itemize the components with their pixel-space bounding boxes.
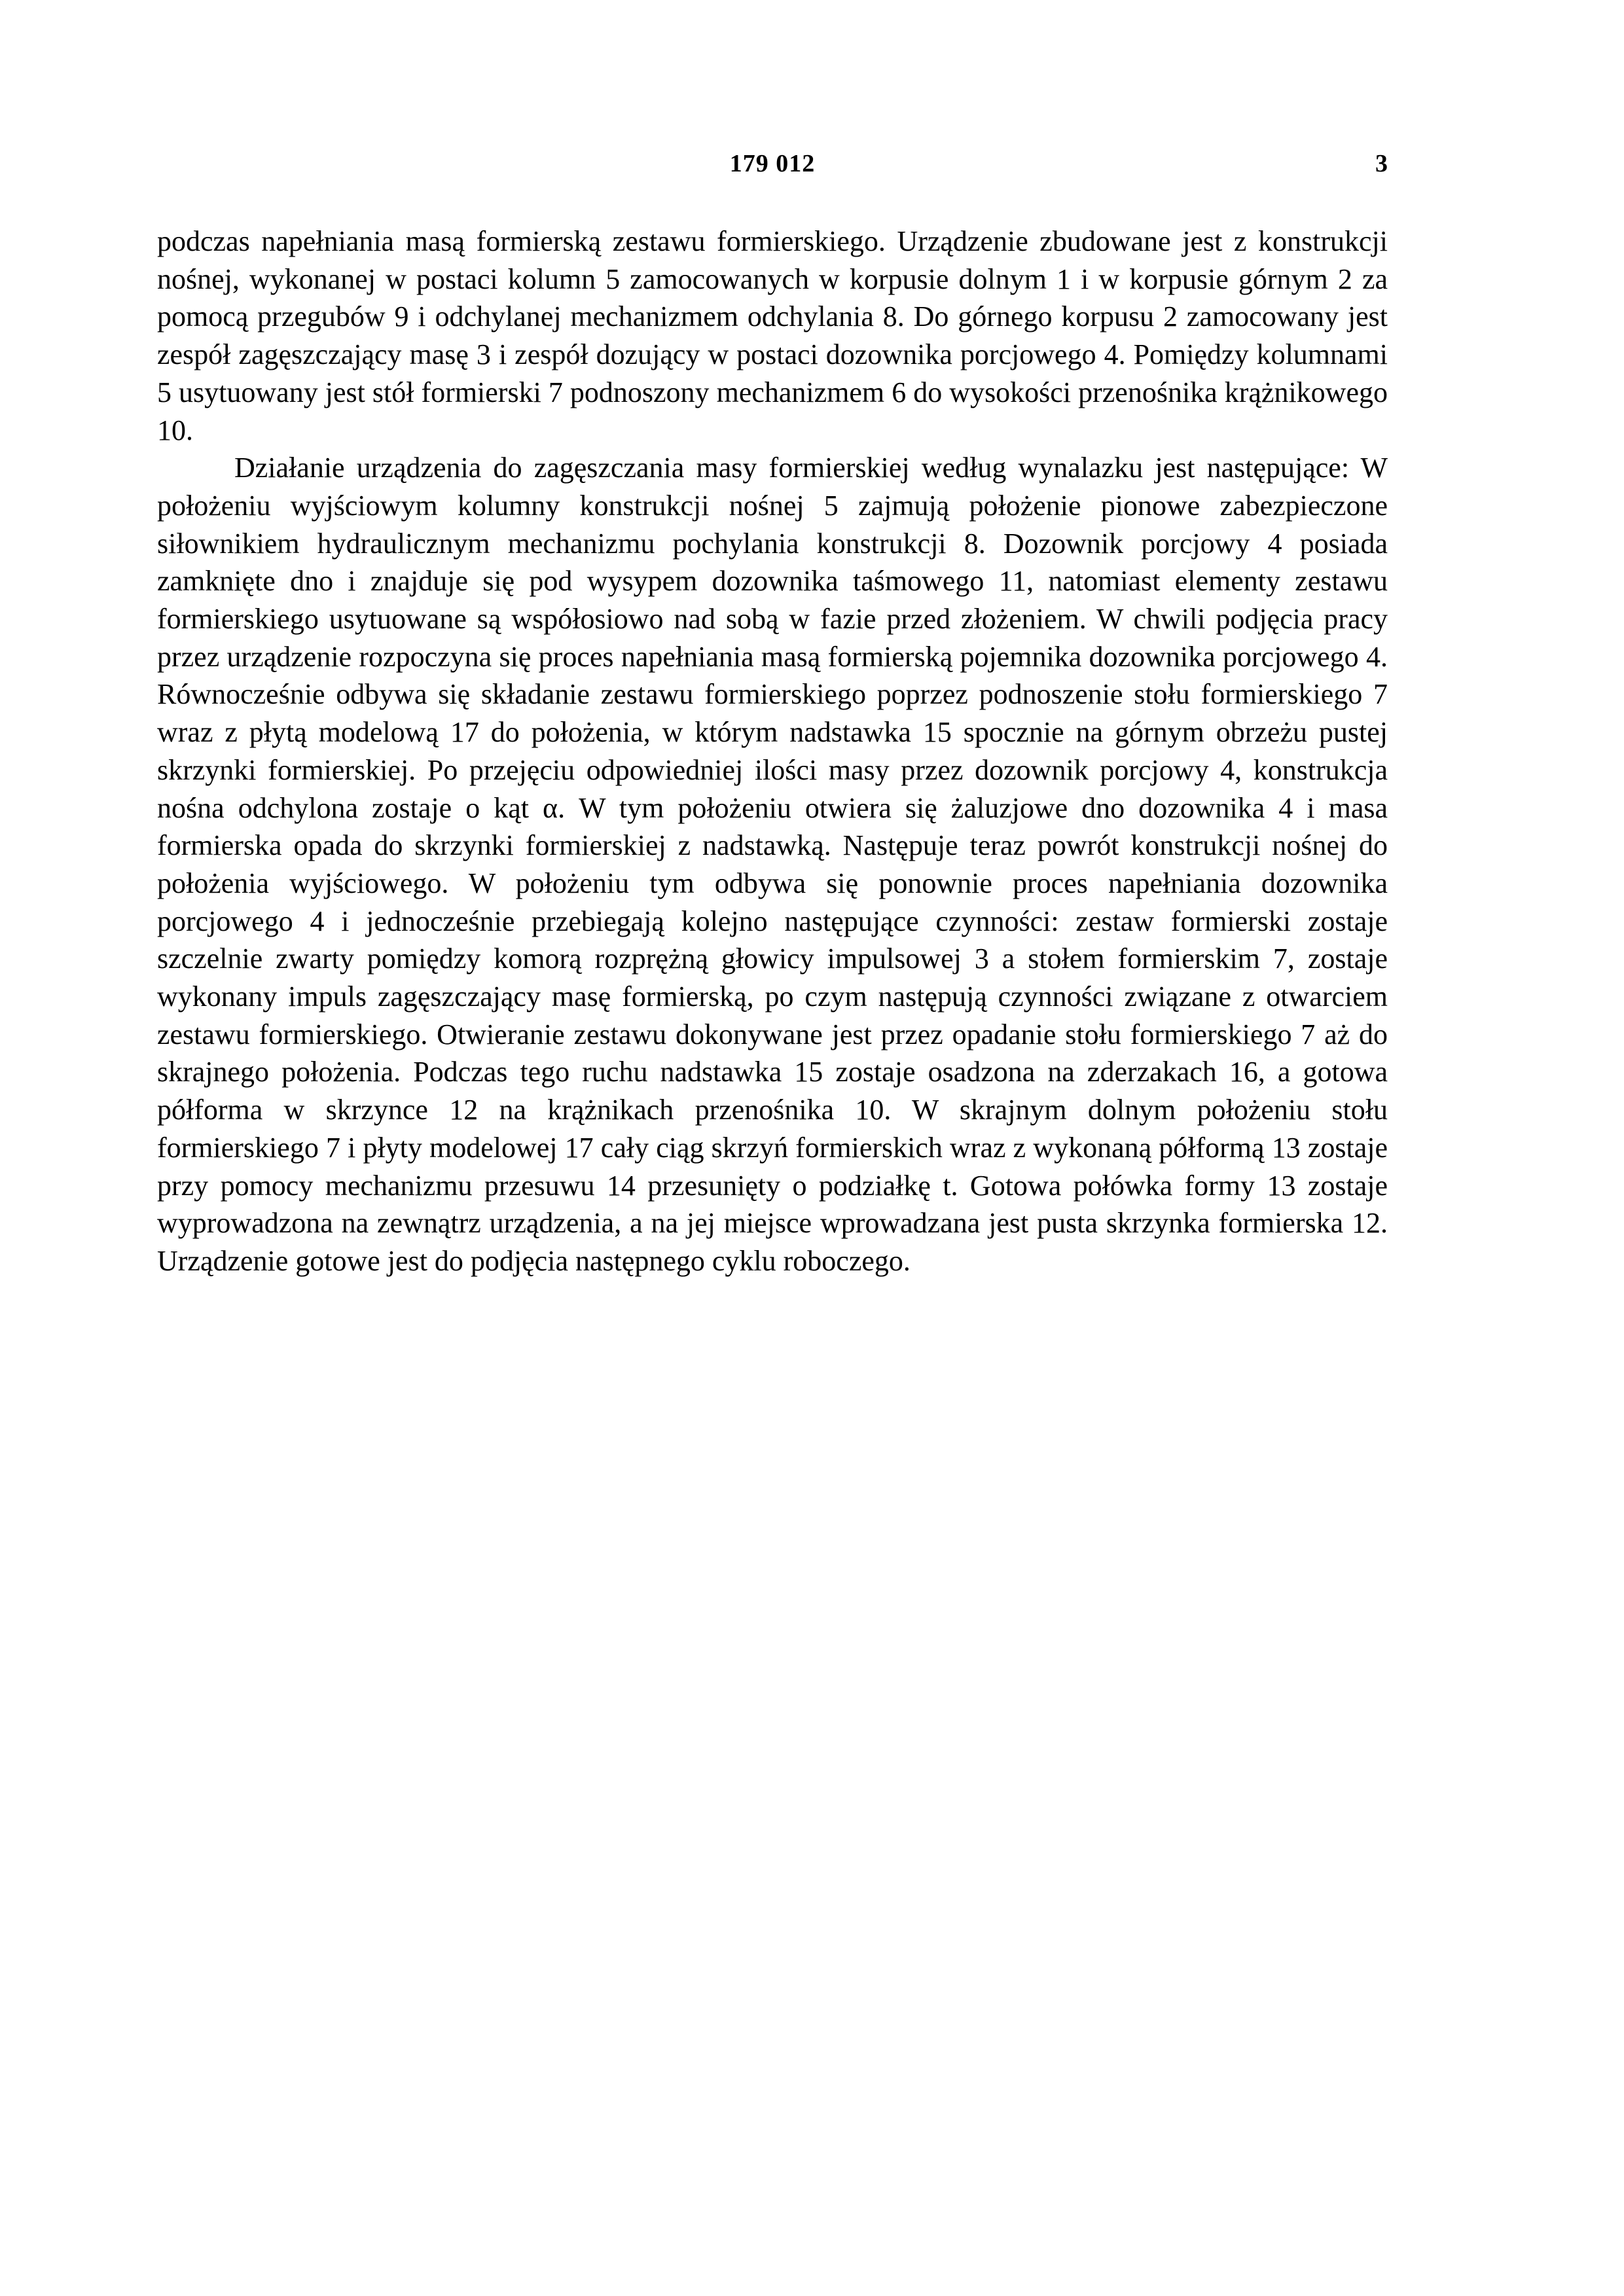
page-header [157, 149, 1388, 188]
document-number: 179 012 [729, 150, 816, 177]
body-text [157, 223, 1388, 1280]
paragraph-continuation: podczas napełniania masą formierską zestawu formierskiego. Urządzenie zbudowane jest z konstrukcji nośnej, wykonanej w postaci kolumn 5 zamocowanych w korpusie dolnym 1 i w korpusie górnym 2 za pomocą przegubów 9 i odchylanej mechanizmem odchylania 8. Do górnego korpusu 2 zamocowany jest zespół zagęszczający masę 3 i zespół dozujący w postaci dozownika porcjowego 4. Pomiędzy kolumnami 5 usytuowany jest stół formierski 7 podnoszony mechanizmem 6 do wysokości przenośnika krążnikowego 10. [157, 225, 1388, 446]
paragraph-operation: Działanie urządzenia do zagęszczania masy formierskiej według wynalazku jest następujące: W położeniu wyjściowym kolumny konstrukcji nośnej 5 zajmują położenie pionowe zabezpieczone siłownikiem hydraulicznym mechanizmu pochylania konstrukcji 8. Dozownik porcjowy 4 posiada zamknięte dno i znajduje się pod wysypem dozownika taśmowego 11, natomiast elementy zestawu formierskiego usytuowane są współosiowo nad sobą w fazie przed złożeniem. W chwili podjęcia pracy przez urządzenie rozpoczyna się proces napełniania masą formierską pojemnika dozownika porcjowego 4. Równocześnie odbywa się składanie zestawu formierskiego poprzez podnoszenie stołu formierskiego 7 wraz z płytą modelową 17 do położenia, w którym nadstawka 15 spocznie na górnym obrzeżu pustej skrzynki formierskiej. Po przejęciu odpowiedniej ilości masy przez dozownik porcjowy 4, konstrukcja nośna odchylona zostaje o kąt α. W tym położeniu otwiera się żaluzjowe dno dozownika 4 i masa formierska opada do skrzynki formierskiej z nadstawką. Następuje teraz powrót konstrukcji nośnej do położenia wyjściowego. W położeniu tym odbywa się ponownie proces napełniania dozownika porcjowego 4 i jednocześnie przebiegają kolejno następujące czynności: zestaw formierski zostaje szczelnie zwarty pomiędzy komorą rozprężną głowicy impulsowej 3 a stołem formierskim 7, zostaje wykonany impuls zagęszczający masę formierską, po czym następują czynności związane z otwarciem zestawu formierskiego. Otwieranie zestawu dokonywane jest przez opadanie stołu formierskiego 7 aż do skrajnego położenia. Podczas tego ruchu nadstawka 15 zostaje osadzona na zderzakach 16, a gotowa półforma w skrzynce 12 na krążnikach przenośnika 10. W skrajnym dolnym położeniu stołu formierskiego 7 i płyty modelowej 17 cały ciąg skrzyń formierskich wraz z wykonaną półformą 13 zostaje przy pomocy mechanizmu przesuwu 14 przesunięty o podziałkę t. Gotowa połówka formy 13 zostaje wyprowadzona na zewnątrz urządzenia, a na jej miejsce wprowadzana jest pusta skrzynka formierska 12. Urządzenie gotowe jest do podjęcia następnego cyklu roboczego. [157, 452, 1388, 1277]
page-number: 3 [1375, 150, 1388, 177]
